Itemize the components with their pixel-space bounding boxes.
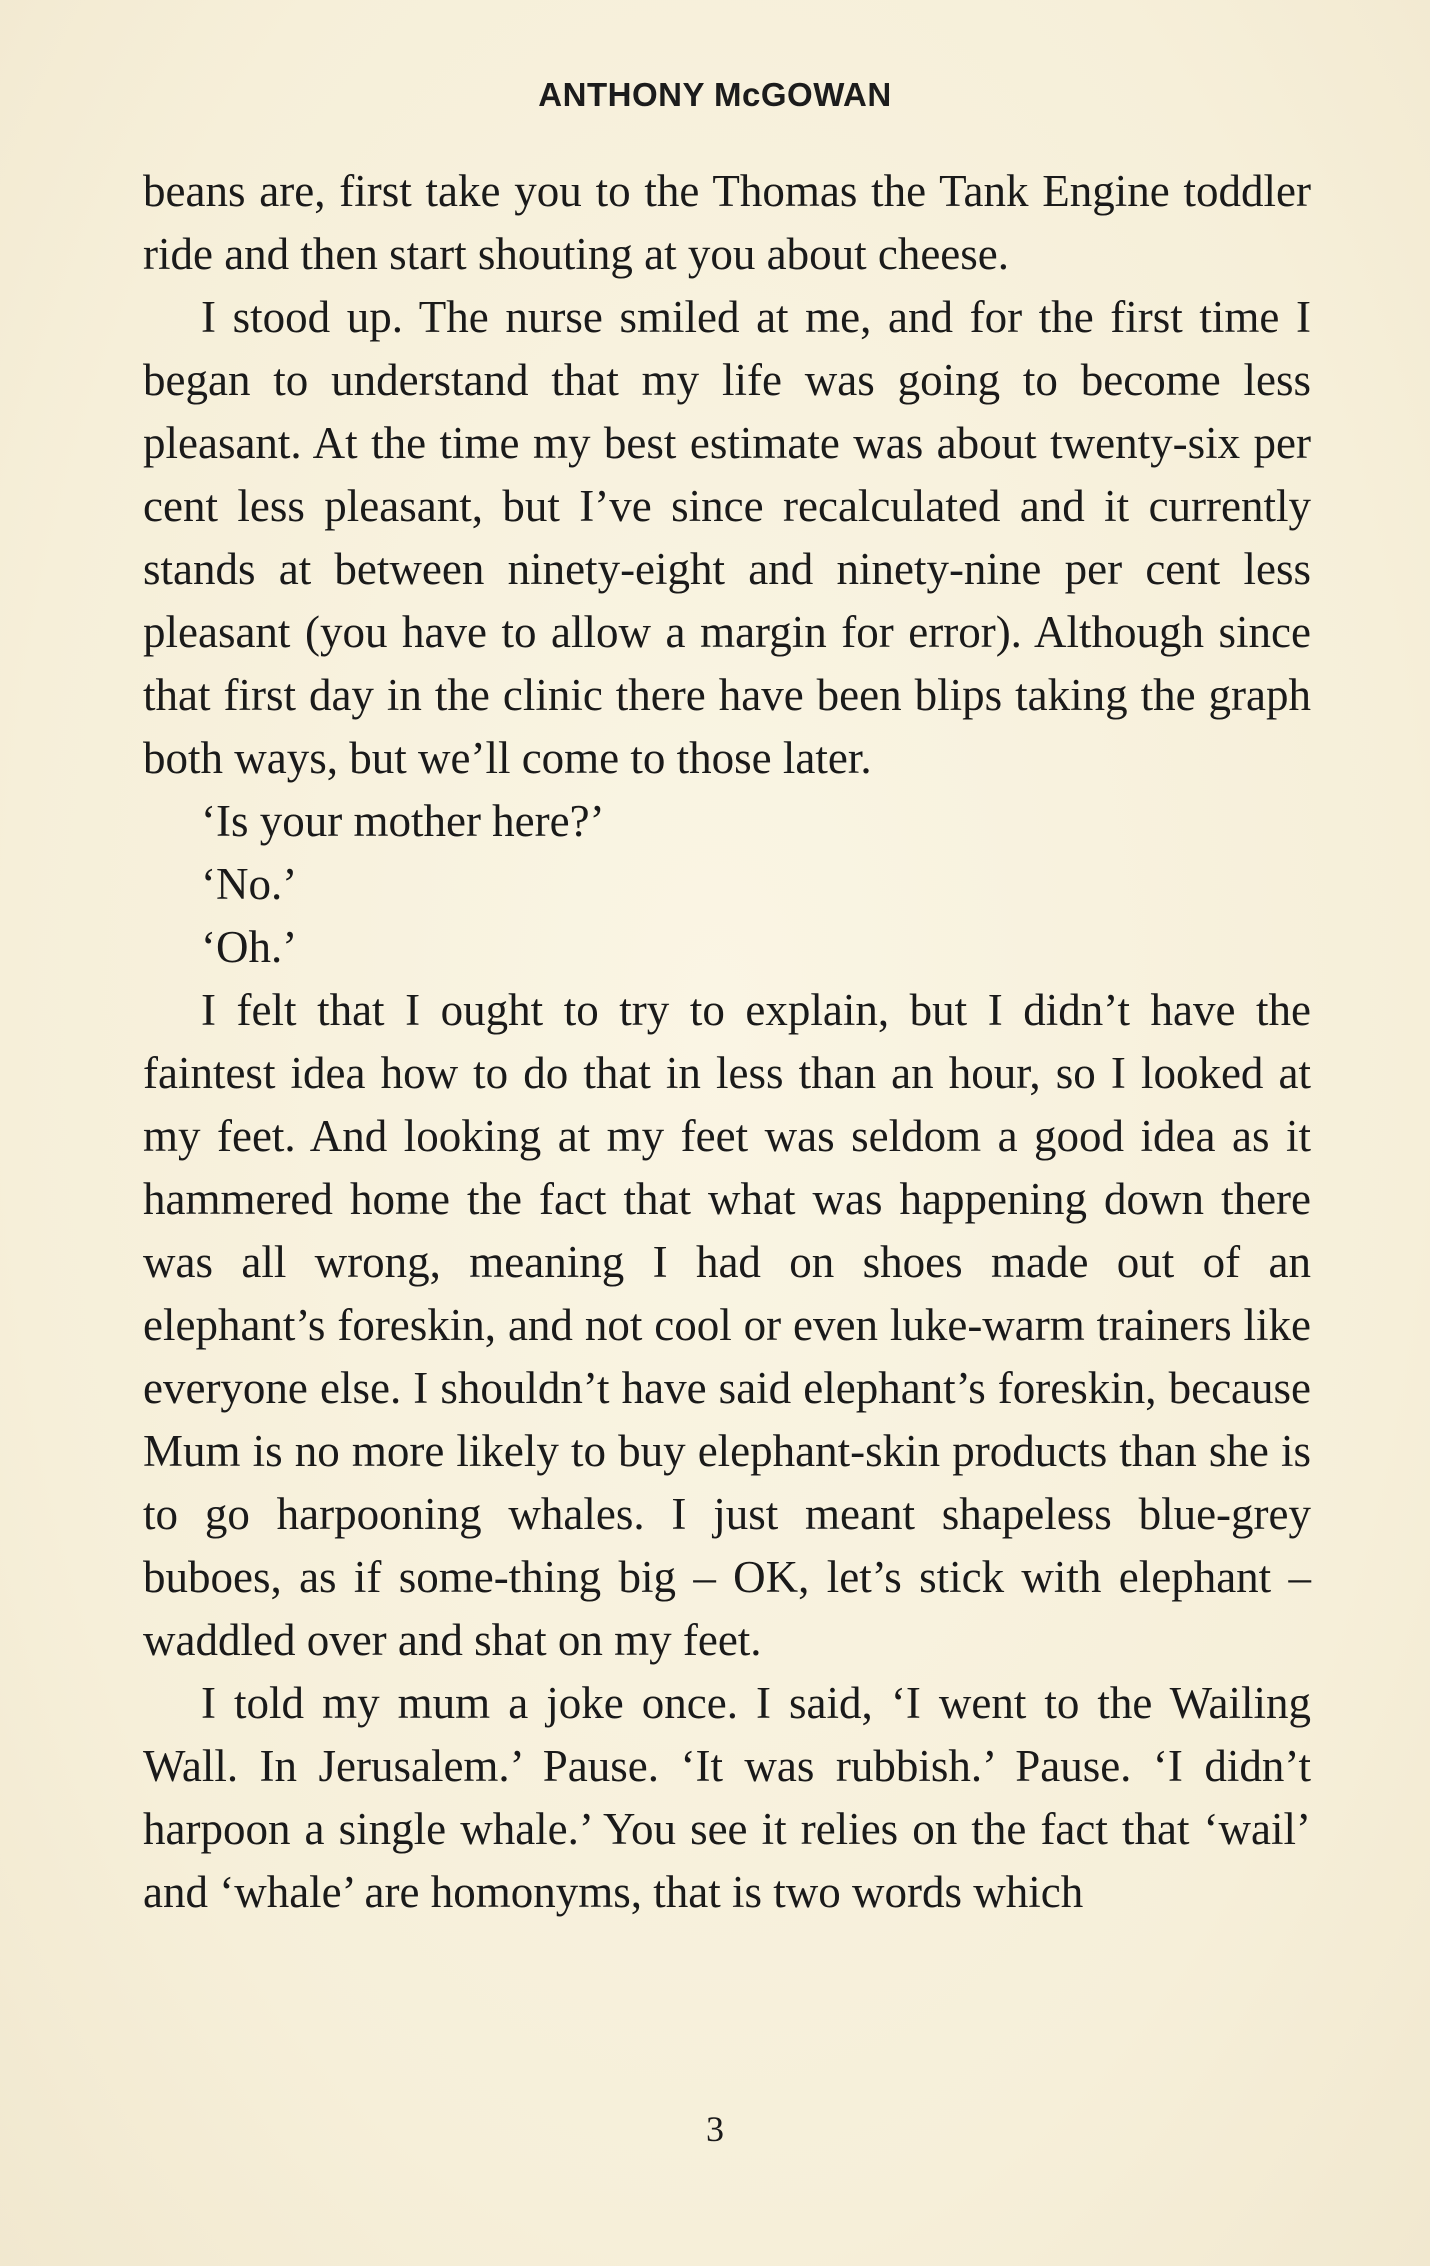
running-head-author: ANTHONY McGOWAN (538, 76, 892, 113)
body-text (143, 160, 1311, 1924)
dialogue-line: ‘Oh.’ (201, 922, 298, 972)
dialogue-line: ‘No.’ (201, 859, 298, 909)
dialogue-line: ‘Is your mother here?’ (201, 796, 605, 846)
paragraph: I felt that I ought to try to explain, but I didn’t have the faintest idea how to do that in less than an hour, so I looked at my feet. And looking at my feet was seldom a good idea as it hammered home the fact that what was happening down there was all wrong, meaning I had on shoes made out of an elephant’s foreskin, and not cool or even luke-warm trainers like everyone else. I shouldn’t have said elephant’s foreskin, because Mum is no more likely to buy elephant-skin products than she is to go harpooning whales. I just meant shapeless blue-grey buboes, as if some-thing big – OK, let’s stick with elephant – waddled over and shat on my feet. (143, 985, 1311, 1665)
paragraph: I stood up. The nurse smiled at me, and for the first time I began to understand that my life was going to become less pleasant. At the time my best estimate was about twenty-six per cent less pleasant, but I’ve since recalculated and it currently stands at between ninety-eight and ninety-nine per cent less pleasant (you have to allow a margin for error). Although since that first day in the clinic there have been blips taking the graph both ways, but we’ll come to those later. (143, 292, 1311, 783)
paragraph-continuation: beans are, first take you to the Thomas the Tank Engine toddler ride and then start shouting at you about cheese. (143, 166, 1311, 279)
paragraph: I told my mum a joke once. I said, ‘I went to the Wailing Wall. In Jerusalem.’ Pause. ‘It was rubbish.’ Pause. ‘I didn’t harpoon a single whale.’ You see it relies on the fact that ‘wail’ and ‘whale’ are homonyms, that is two words which (143, 1678, 1311, 1917)
page-number: 3 (706, 2109, 724, 2149)
